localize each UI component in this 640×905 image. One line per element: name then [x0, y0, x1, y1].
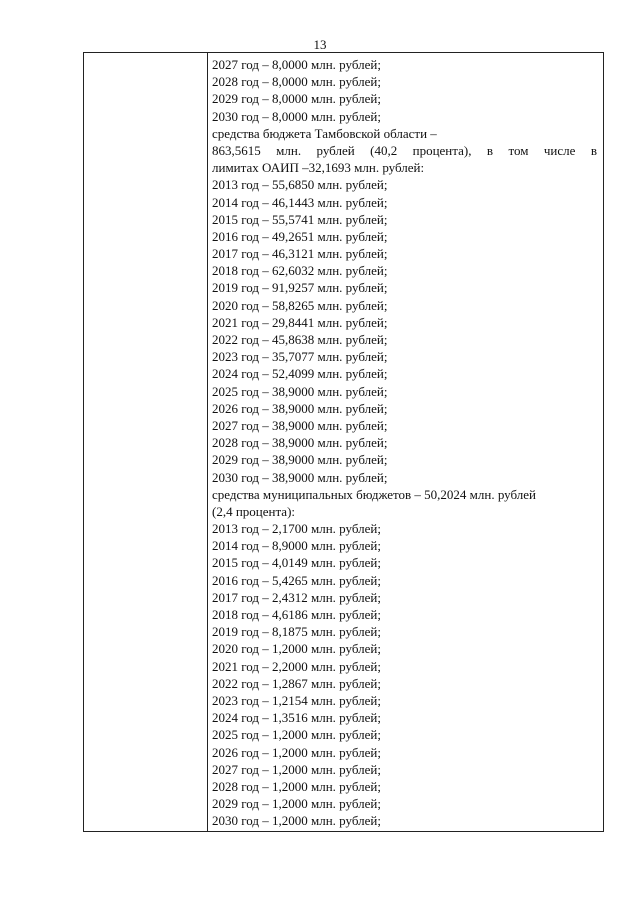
- year-amount-line: 2013 год – 55,6850 млн. рублей;: [212, 177, 388, 193]
- year-amount-line: 2028 год – 8,0000 млн. рублей;: [212, 74, 381, 90]
- year-amount-line: 2029 год – 1,2000 млн. рублей;: [212, 796, 381, 812]
- word: в: [590, 142, 597, 158]
- word: в: [486, 142, 494, 158]
- word: (40,2: [370, 142, 398, 158]
- year-amount-line: 2014 год – 46,1443 млн. рублей;: [212, 194, 388, 210]
- regional-heading: средства бюджета Тамбовской области –: [212, 125, 437, 141]
- funding-table: [83, 52, 604, 832]
- year-amount-line: 2028 год – 38,9000 млн. рублей;: [212, 435, 388, 451]
- year-amount-line: 2027 год – 8,0000 млн. рублей;: [212, 57, 381, 72]
- year-amount-line: 2022 год – 45,8638 млн. рублей;: [212, 332, 388, 347]
- year-amount-line: 2026 год – 1,2000 млн. рублей;: [212, 744, 381, 760]
- year-amount-line: 2017 год – 2,4312 млн. рублей;: [212, 589, 381, 605]
- word: процента),: [412, 142, 472, 158]
- column-divider: [207, 53, 208, 831]
- word: числе: [543, 142, 576, 158]
- municipal-budget-section: [212, 486, 597, 830]
- year-amount-line: 2023 год – 35,7077 млн. рублей;: [212, 349, 388, 365]
- year-amount-line: 2016 год – 49,2651 млн. рублей;: [212, 228, 388, 244]
- municipal-percent: (2,4 процента):: [212, 503, 296, 519]
- regional-budget-section: [212, 125, 597, 486]
- year-amount-line: 2018 год – 4,6186 млн. рублей;: [212, 607, 381, 622]
- year-amount-line: 2017 год – 46,3121 млн. рублей;: [212, 246, 388, 262]
- year-amount-line: 2028 год – 1,2000 млн. рублей;: [212, 778, 381, 794]
- year-amount-line: 2027 год – 1,2000 млн. рублей;: [212, 761, 381, 777]
- year-amount-line: 2024 год – 52,4099 млн. рублей;: [212, 366, 388, 382]
- year-amount-line: 2030 год – 38,9000 млн. рублей;: [212, 469, 388, 485]
- year-amount-line: 2018 год – 62,6032 млн. рублей;: [212, 263, 388, 279]
- word: том: [508, 142, 529, 158]
- year-amount-line: 2015 год – 4,0149 млн. рублей;: [212, 555, 381, 571]
- year-amount-line: 2025 год – 38,9000 млн. рублей;: [212, 383, 388, 399]
- year-amount-line: 2025 год – 1,2000 млн. рублей;: [212, 727, 381, 743]
- year-amount-line: 2016 год – 5,4265 млн. рублей;: [212, 572, 381, 588]
- year-amount-line: 2015 год – 55,5741 млн. рублей;: [212, 211, 388, 227]
- year-amount-line: 2029 год – 8,0000 млн. рублей;: [212, 91, 381, 107]
- year-amount-line: 2021 год – 29,8441 млн. рублей;: [212, 314, 388, 330]
- year-amount-line: 2030 год – 8,0000 млн. рублей;: [212, 108, 381, 124]
- municipal-heading: средства муниципальных бюджетов – 50,2024 млн. рублей: [212, 486, 537, 502]
- year-amount-line: 2026 год – 38,9000 млн. рублей;: [212, 400, 388, 416]
- year-amount-line: 2021 год – 2,2000 млн. рублей;: [212, 658, 381, 674]
- year-amount-line: 2023 год – 1,2154 млн. рублей;: [212, 692, 381, 708]
- page-number: 13: [313, 37, 327, 52]
- year-amount-line: 2014 год – 8,9000 млн. рублей;: [212, 538, 381, 554]
- year-amount-line: 2020 год – 1,2000 млн. рублей;: [212, 641, 381, 657]
- word: 863,5615: [212, 142, 261, 158]
- year-amount-line: 2029 год – 38,9000 млн. рублей;: [212, 452, 388, 468]
- year-amount-line: 2030 год – 1,2000 млн. рублей;: [212, 813, 381, 829]
- word: млн.: [276, 142, 302, 158]
- regional-limit-line: лимитах ОАИП –32,1693 млн. рублей:: [212, 160, 425, 176]
- year-amount-line: 2019 год – 91,9257 млн. рублей;: [212, 280, 388, 296]
- federal-years-tail: [212, 56, 597, 125]
- year-amount-line: 2024 год – 1,3516 млн. рублей;: [212, 710, 381, 726]
- year-amount-line: 2027 год – 38,9000 млн. рублей;: [212, 417, 388, 433]
- year-amount-line: 2022 год – 1,2867 млн. рублей;: [212, 675, 381, 691]
- funding-text-cell: [212, 56, 597, 829]
- year-amount-line: 2020 год – 58,8265 млн. рублей;: [212, 297, 388, 313]
- year-amount-line: 2013 год – 2,1700 млн. рублей;: [212, 521, 381, 537]
- year-amount-line: 2019 год – 8,1875 млн. рублей;: [212, 624, 381, 640]
- regional-total-line: [212, 142, 597, 159]
- word: рублей: [316, 142, 355, 158]
